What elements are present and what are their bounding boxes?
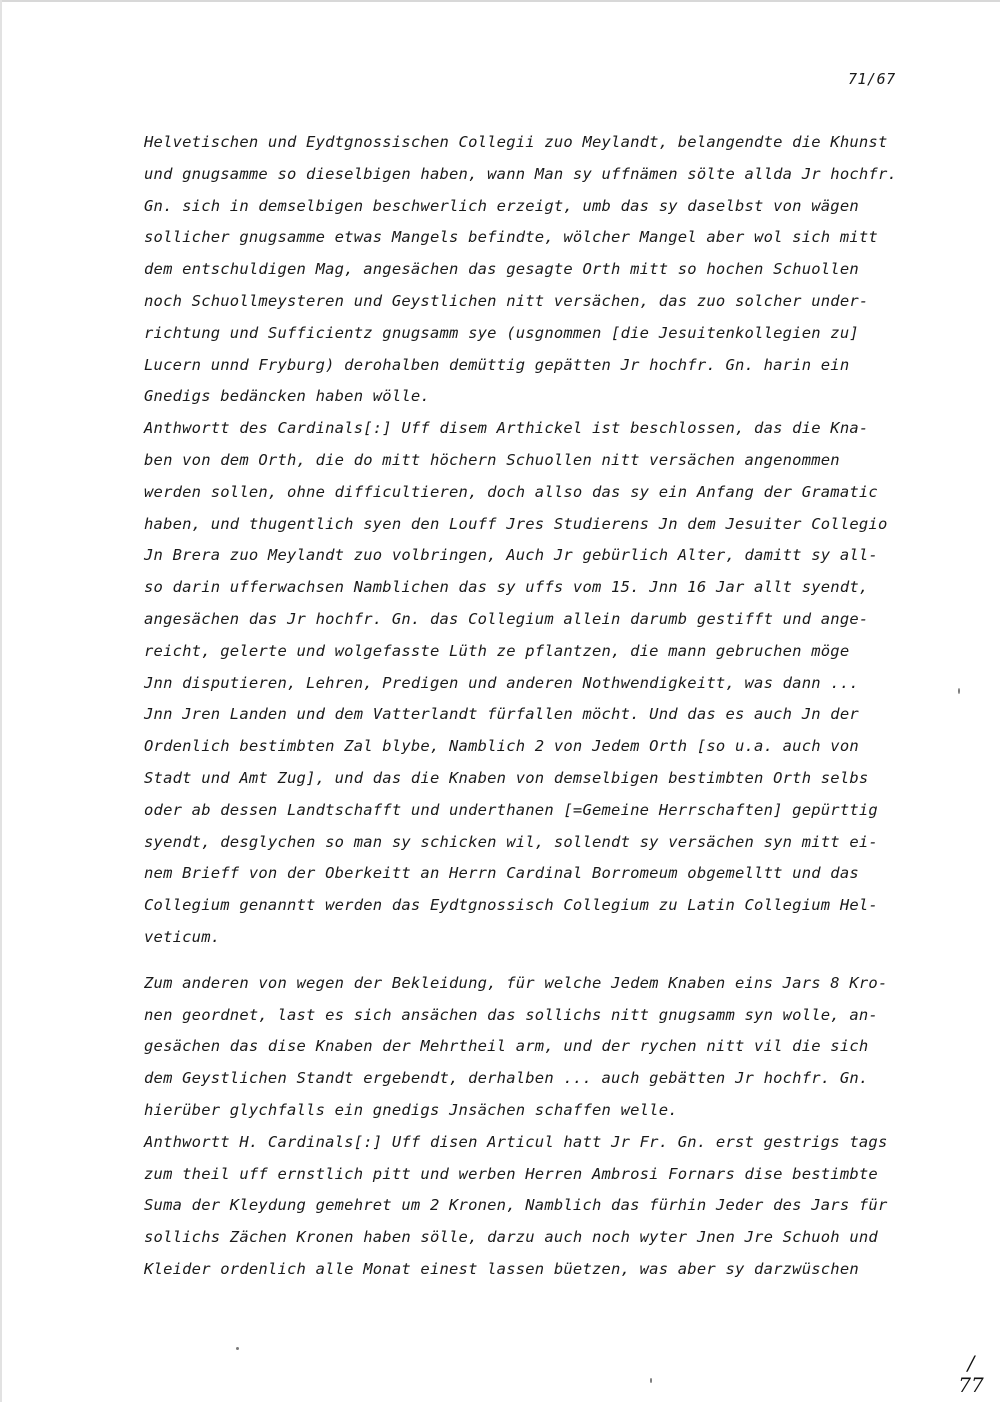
text-line: Gnedigs bedäncken haben wölle. [144, 387, 430, 406]
archive-mark-number: 77 [958, 1373, 984, 1397]
text-line: Zum anderen von wegen der Bekleidung, für welche Jedem Knaben eins Jars 8 Kro- [144, 973, 888, 992]
text-line: oder ab dessen Landtschafft und underthanen [=Gemeine Herrschaften] gepürttig [144, 800, 878, 819]
text-line: zum theil uff ernstlich pitt und werben Herren Ambrosi Fornars dise bestimbte [144, 1164, 878, 1183]
text-line: Gn. sich in demselbigen beschwerlich erzeigt, umb das sy daselbst von wägen [144, 196, 859, 215]
text-line: dem Geystlichen Standt ergebendt, derhalben ... auch gebätten Jr hochfr. Gn. [144, 1069, 869, 1088]
text-line: so darin ufferwachsen Namblichen das sy uffs vom 15. Jnn 16 Jar allt syendt, [144, 578, 869, 597]
text-line: noch Schuollmeysteren und Geystlichen nitt versächen, das zuo solcher under- [144, 291, 869, 310]
page-edge-left [0, 0, 2, 1402]
text-line: hierüber glychfalls ein gnedigs Jnsächen schaffen welle. [144, 1100, 678, 1119]
scan-speck [236, 1347, 239, 1350]
text-line: reicht, gelerte und wolgefasste Lüth ze pflantzen, die mann gebruchen möge [144, 641, 850, 660]
text-line: angesächen das Jr hochfr. Gn. das Collegium allein darumb gestifft und ange- [144, 609, 869, 628]
text-line: Jnn Jren Landen und dem Vatterlandt fürfallen möcht. Und das es auch Jn der [144, 705, 859, 724]
text-line: Jn Brera zuo Meylandt zuo volbringen, Auch Jr gebürlich Alter, damitt sy all- [144, 546, 878, 565]
text-line: Collegium genanntt werden das Eydtgnossisch Collegium zu Latin Collegium Hel- [144, 896, 878, 915]
text-line: sollicher gnugsamme etwas Mangels befindte, wölcher Mangel aber wol sich mitt [144, 228, 878, 247]
text-line: nem Brieff von der Oberkeitt an Herrn Cardinal Borromeum obgemelltt und das [144, 864, 859, 883]
text-line: veticum. [144, 927, 221, 946]
text-line: werden sollen, ohne difficultieren, doch allso das sy ein Anfang der Gramatic [144, 482, 878, 501]
text-line: syendt, desglychen so man sy schicken wil, sollendt sy versächen syn mitt ei- [144, 832, 878, 851]
text-line: Suma der Kleydung gemehret um 2 Kronen, Namblich das fürhin Jeder des Jars für [144, 1196, 888, 1215]
archive-mark-slash: / [967, 1351, 975, 1375]
text-line: Jnn disputieren, Lehren, Predigen und anderen Nothwendigkeitt, was dann ... [144, 673, 859, 692]
text-line: sollichs Zächen Kronen haben sölle, darzu auch noch wyter Jnen Jre Schuoh und [144, 1228, 878, 1247]
text-line: Stadt und Amt Zug], und das die Knaben von demselbigen bestimbten Orth selbs [144, 768, 869, 787]
text-line: Lucern unnd Fryburg) derohalben demüttig gepätten Jr hochfr. Gn. harin ein [144, 355, 850, 374]
text-line: Kleider ordenlich alle Monat einest lassen büetzen, was aber sy darzwüschen [144, 1259, 859, 1278]
text-line: gesächen das dise Knaben der Mehrtheil arm, und der rychen nitt vil die sich [144, 1037, 869, 1056]
text-line: richtung und Sufficientz gnugsamm sye (usgnommen [die Jesuitenkollegien zu] [144, 323, 859, 342]
page-edge-top [0, 0, 1000, 2]
transcription-body [144, 127, 934, 1286]
page-number: 71/67 [848, 70, 896, 88]
text-line: haben, und thugentlich syen den Louff Jres Studierens Jn dem Jesuiter Collegio [144, 514, 888, 533]
text-line: Anthwortt des Cardinals[:] Uff disem Arthickel ist beschlossen, das die Kna- [144, 419, 869, 438]
text-line: nen geordnet, last es sich ansächen das sollichs nitt gnugsamm syn wolle, an- [144, 1005, 878, 1024]
text-line: Anthwortt H. Cardinals[:] Uff disen Articul hatt Jr Fr. Gn. erst gestrigs tags [144, 1132, 888, 1151]
scan-speck [650, 1378, 652, 1383]
text-line: Ordenlich bestimbten Zal blybe, Namblich 2 von Jedem Orth [so u.a. auch von [144, 737, 859, 756]
archive-mark [954, 1352, 988, 1396]
text-line: und gnugsamme so dieselbigen haben, wann Man sy uffnämen sölte allda Jr hochfr. [144, 164, 898, 183]
text-line: ben von dem Orth, die do mitt höchern Schuollen nitt versächen angenommen [144, 450, 840, 469]
text-line: dem entschuldigen Mag, angesächen das gesagte Orth mitt so hochen Schuollen [144, 260, 859, 279]
paragraph-gap [144, 954, 934, 968]
scan-speck [958, 688, 960, 694]
text-line: Helvetischen und Eydtgnossischen Collegii zuo Meylandt, belangendte die Khunst [144, 133, 888, 151]
